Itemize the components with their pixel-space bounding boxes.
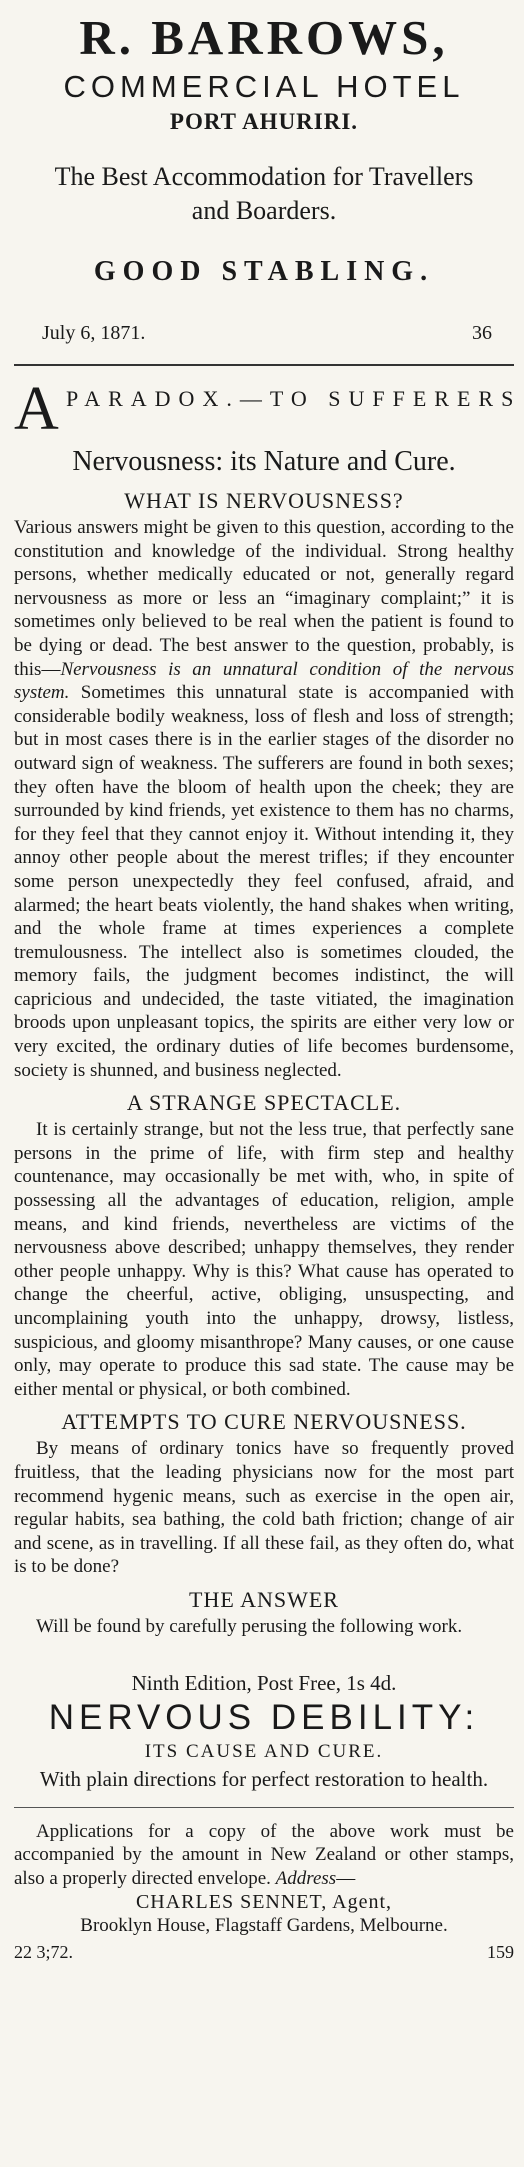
address-label: Address (275, 1867, 337, 1889)
book-title: NERVOUS DEBILITY: (48, 1697, 480, 1737)
section-body-answer: Will be found by carefully perusing the following work. (36, 1615, 463, 1637)
body-text-part-b: Sometimes this unnatural state is accompanied with considerable bodily weakness, loss of flesh and loss of strength; but in most cases there is in the earlier stages of the disorder no outward sign of weakness. The sufferers are found in both sexes; they often have the bloom of health upon the cheek; they are surrounded by kind friends, yet existence to them has no charms, for they feel that they cannot enjoy it. Without intending it, they annoy other people about the merest trifles; if they encounter some person unexpectedly they feel confused, afraid, and alarmed; the heart beats violently, the hand shakes when writing, and the whole frame at times experiences a complete tremulousness. The intellect also is sometimes clouded, the memory fails, the judgment becomes indistinct, the will capricious and undecided, the taste vitiated, the imagination broods upon unpleasant topics, the spirits are either very low or very excited, the ordinary duties of life becomes burdensome, society is shunned, and business neglected. (14, 682, 514, 1081)
section-body-what-is (14, 516, 514, 1082)
hotel-advertisement (14, 0, 514, 346)
body-text-part-a: Various answers might be given to this question, according to the constitution and knowledge of the individual. Strong healthy persons, whether medically educated or not, generally regard nervousness as more or less an “imaginary complaint;” it is sometimes only believed to be real when the patient is found to be dying or dead. The best answer to the question, probably, is this— (14, 517, 514, 680)
application-text-b: — (336, 1867, 356, 1889)
edition-line: Ninth Edition, Post Free, 1s 4d. (131, 1670, 397, 1695)
section-divider (14, 364, 514, 366)
agent-name: CHARLES SENNET, Agent, (135, 1891, 393, 1914)
proprietor-name: R. BARROWS, (79, 10, 449, 65)
hotel-location: PORT AHURIRI. (169, 109, 359, 134)
application-text-a: Applications for a copy of the above work must be accompanied by the amount in New Zealand or other stamps, also a properly directed envelope. (14, 1820, 514, 1889)
footer-date: 22 3;72. (14, 1942, 74, 1963)
ad-divider (14, 1807, 514, 1808)
drop-cap: A (14, 375, 59, 443)
section-heading-answer: THE ANSWER (189, 1586, 339, 1612)
nervousness-advertisement (14, 375, 522, 1964)
section-body-attempts: By means of ordinary tonics have so frequently proved fruitless, that the leading physicians now for the most part recommend hygenic means, such as exercise in the open air, regular habits, sea bathing, the cold bath friction; change of air and scene, as in travelling. If all these fail, as they often do, what is to be done? (14, 1438, 514, 1578)
section-heading-attempts: ATTEMPTS TO CURE NERVOUSNESS. (61, 1409, 467, 1435)
hotel-name: COMMERCIAL HOTEL (63, 69, 465, 104)
accommodation-text (14, 160, 514, 228)
section-heading-strange-spectacle: A STRANGE SPECTACLE. (126, 1090, 402, 1116)
hotel-ad-dateline (42, 320, 492, 346)
section-body-strange-spectacle: It is certainly strange, but not the less true, that perfectly sane persons in the prime of life, with firm step and healthy countenance, may occasionally be met with, who, in spite of possessing all the advantages of education, religion, ample means, and kind friends, nevertheless are victims of the nervousness above described; unhappy themselves, they render other people unhappy. Why is this? What cause has operated to change the cheerful, active, obliging, unsuspecting, and uncomplaining youth into the unhappy, drowsy, listless, suspicious, and gloomy misanthrope? Many causes, or one cause only, may operate to produce this sad state. The cause may be either mental or physical, or both combined. (14, 1119, 514, 1400)
footer-ref: 159 (487, 1942, 514, 1963)
book-subtitle: ITS CAUSE AND CURE. (144, 1740, 384, 1762)
ad-footer (14, 1940, 514, 1964)
accommodation-line-1: The Best Accommodation for Travellers (54, 162, 474, 191)
hotel-ad-ref: 36 (472, 322, 492, 344)
headline-text: PARADOX.—TO SUFFERERS (66, 386, 522, 411)
agent-address: Brooklyn House, Flagstaff Gardens, Melbourne. (80, 1915, 448, 1937)
book-description: With plain directions for perfect restoration to health. (39, 1766, 489, 1791)
accommodation-line-2: and Boarders. (191, 196, 337, 225)
ad-subtitle: Nervousness: its Nature and Cure. (72, 446, 456, 477)
paradox-headline (14, 375, 522, 443)
body-text-italic: Nervousness is an unnatural condition of the nervous system. (14, 658, 514, 704)
hotel-ad-date: July 6, 1871. (42, 322, 146, 344)
application-text (14, 1820, 514, 1891)
section-heading-what-is: WHAT IS NERVOUSNESS? (124, 488, 404, 513)
stabling-text: GOOD STABLING. (93, 256, 435, 287)
